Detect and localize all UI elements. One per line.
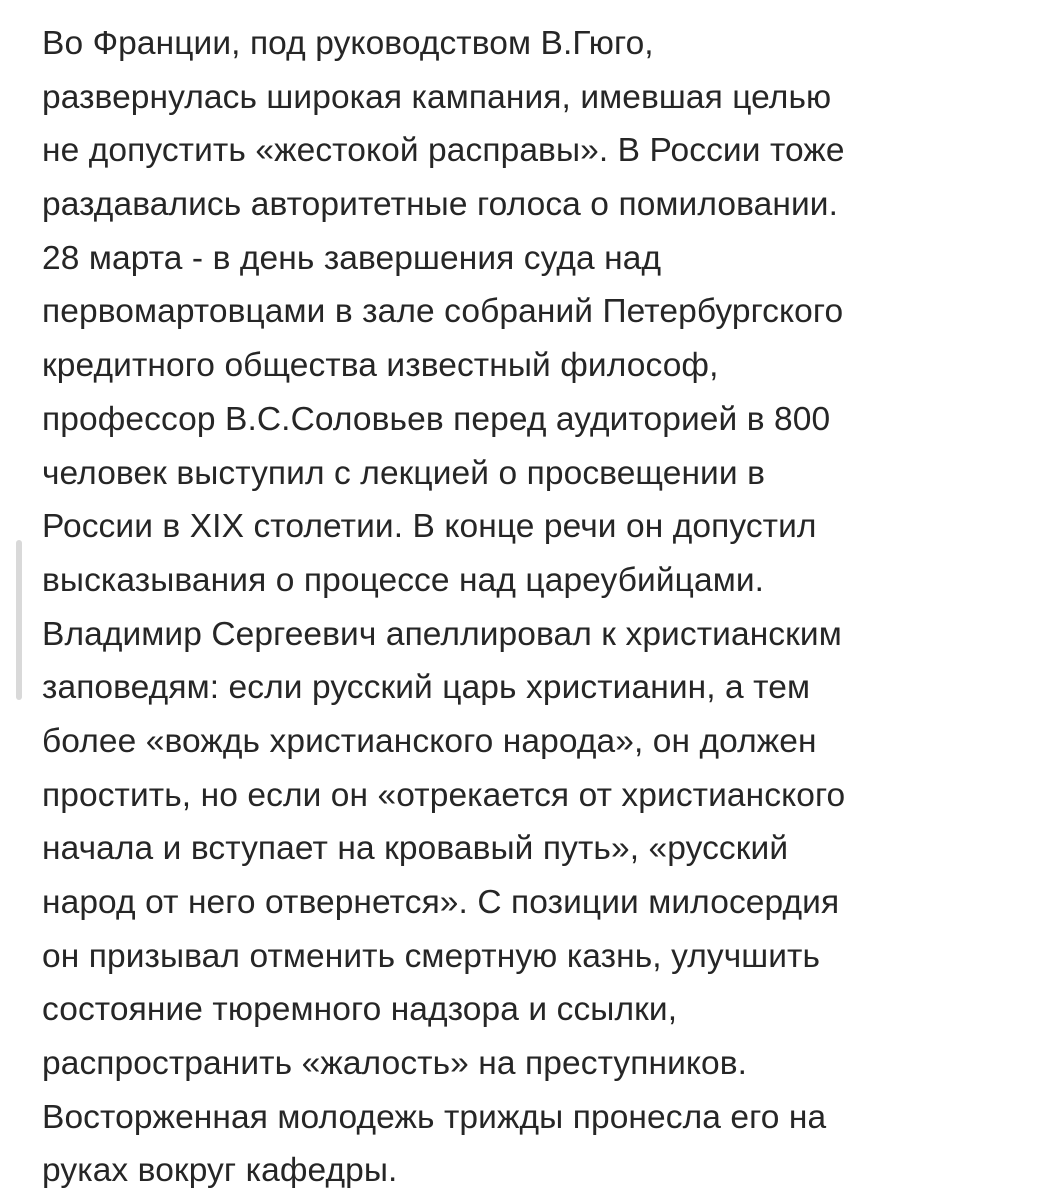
text-line: более «вождь христианского народа», он должен — [42, 722, 817, 760]
text-line: профессор В.С.Соловьев перед аудиторией в 800 — [42, 400, 831, 438]
text-line: кредитного общества известный философ, — [42, 347, 719, 385]
text-line: он призывал отменить смертную казнь, улучшить — [42, 937, 821, 975]
text-line: руках вокруг кафедры. — [42, 1152, 398, 1190]
text-line: народ от него отвернется». С позиции милосердия — [42, 884, 840, 921]
text-line: Владимир Сергеевич апеллировал к христианским — [42, 615, 842, 653]
text-line: раздавались авторитетные голоса о помиловании. — [42, 186, 839, 224]
text-line: состояние тюремного надзора и ссылки, — [42, 991, 678, 1029]
text-line: России в XIX столетии. В конце речи он допустил — [42, 508, 817, 546]
article-text — [42, 17, 1032, 1198]
text-line: первомартовцами в зале собраний Петербургского — [42, 293, 844, 331]
text-line: простить, но если он «отрекается от христианского — [42, 776, 846, 814]
text-line: не допустить «жестокой расправы». В России тоже — [42, 132, 845, 170]
text-line: человек выступил с лекцией о просвещении в — [42, 454, 765, 492]
text-line: распространить «жалость» на преступников. — [42, 1045, 748, 1083]
text-line: начала и вступает на кровавый путь», «русский — [42, 830, 789, 868]
text-line: заповедям: если русский царь христианин, а тем — [42, 669, 811, 707]
text-line: высказывания о процессе над цареубийцами. — [42, 561, 765, 599]
scrollbar-thumb[interactable] — [16, 540, 22, 700]
vertical-scrollbar[interactable] — [14, 540, 24, 700]
text-line: развернулась широкая кампания, имевшая целью — [42, 78, 832, 116]
text-line: 28 марта - в день завершения суда над — [42, 239, 662, 277]
text-line: Восторженная молодежь трижды пронесла его на — [42, 1098, 827, 1136]
text-line: Во Франции, под руководством В.Гюго, — [42, 25, 654, 62]
